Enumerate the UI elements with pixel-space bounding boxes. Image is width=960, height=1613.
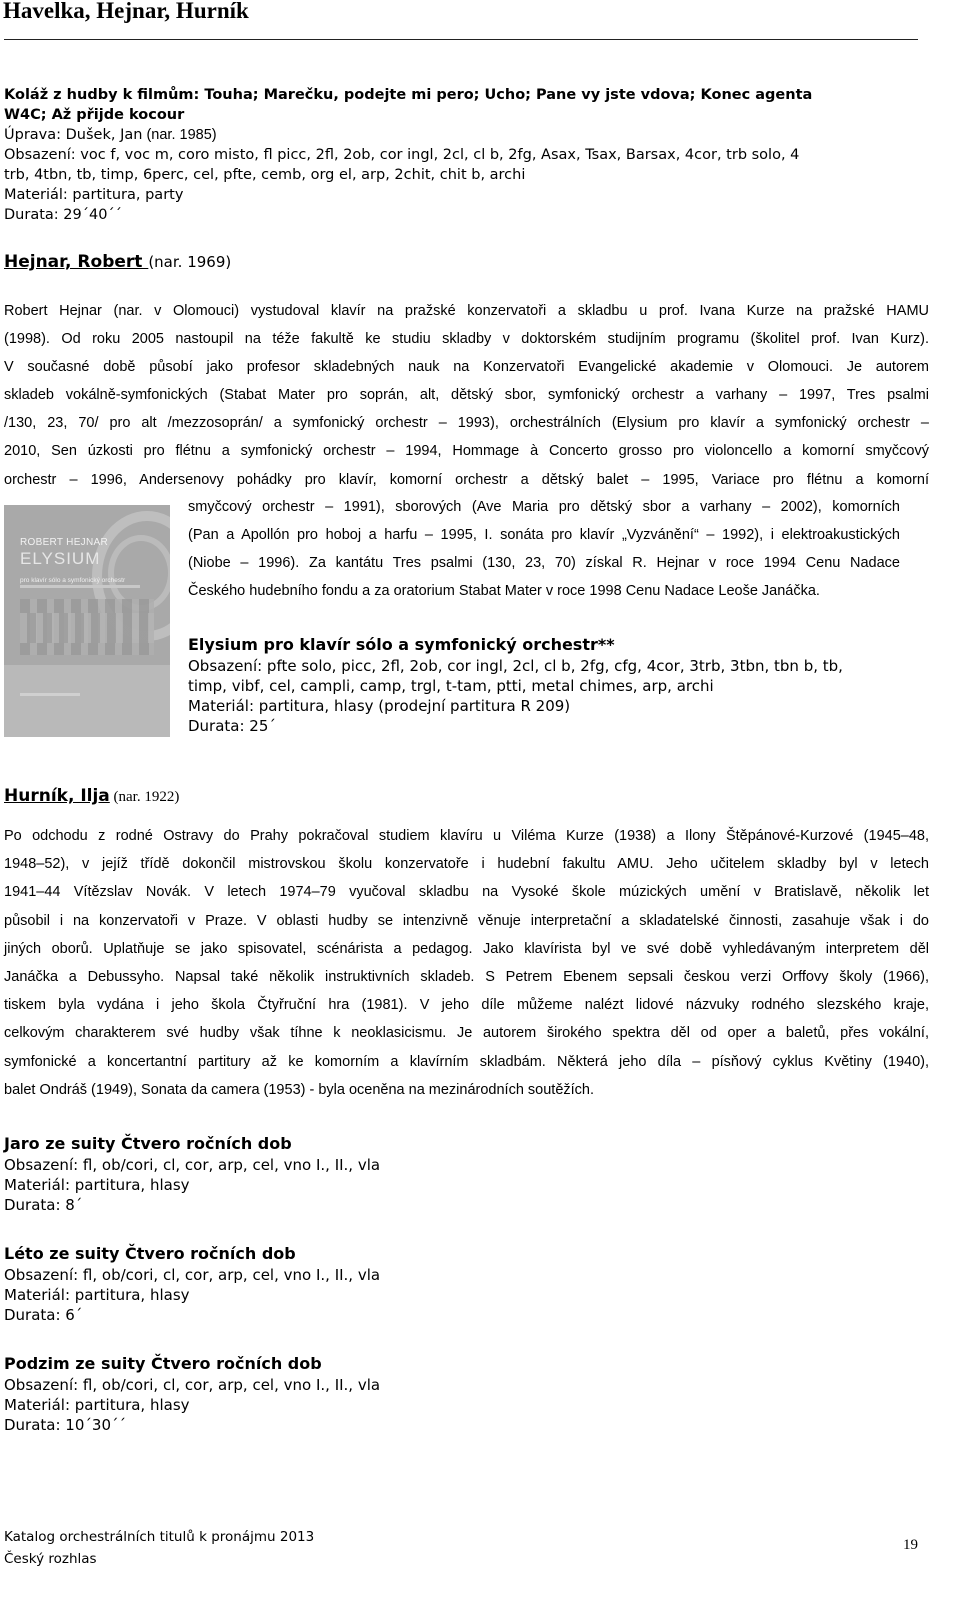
footer-catalog-title: Katalog orchestrálních titulů k pronájmu 2013 <box>4 1529 315 1545</box>
work-material: Materiál: partitura, hlasy <box>4 1286 190 1304</box>
page-number: 19 <box>903 1537 918 1553</box>
hurnik-work-entry <box>4 1243 380 1325</box>
work-scoring: Obsazení: fl, ob/cori, cl, cor, arp, cel, vno I., II., vla <box>4 1376 381 1394</box>
bio-line: (1998). Od roku 2005 nastoupil na téže fakultě ke studiu skladby v doktorském studijním programu (školitel prof. Ivan Kurz). <box>4 331 929 348</box>
composer-bio-hejnar <box>4 297 929 494</box>
work-title-line: W4C; Až přijde kocour <box>4 107 185 123</box>
composer-name: Hurník, Ilja <box>4 786 110 806</box>
bio-line: celkovým charakterem své hudby však tíhne k neoklasicismu. Je autorem širokého spektra děl od oper a baletů, přes vokální, <box>4 1025 929 1042</box>
work-scoring-line: trb, 4tbn, tb, timp, 6perc, cel, pfte, cemb, org el, arp, 2chit, chit b, archi <box>4 167 526 183</box>
bio-line: orchestr – 1996, Andersenovy pohádky pro klavír, komorní orchestr a dětský balet – 1995, Variace pro flétnu a komorní <box>4 471 929 488</box>
bio-line: Po odchodu z rodné Ostravy do Prahy pokračoval studiem klavíru u Viléma Kurze (1938) a Ilony Štěpánové-Kurzové (1945–48, <box>4 828 929 844</box>
header-divider <box>4 39 918 40</box>
work-title: Léto ze suity Čtvero ročních dob <box>4 1244 296 1263</box>
havelka-work-entry <box>4 85 812 225</box>
work-duration: Durata: 25´ <box>188 717 276 735</box>
work-scoring-line: Obsazení: pfte solo, picc, 2fl, 2ob, cor ingl, 2cl, cl b, 2fg, cfg, 4cor, 3trb, 3tbn, tbn b, tb, <box>188 657 843 675</box>
arrangement-year: (nar. 1985) <box>142 127 217 143</box>
work-duration: Durata: 10´30´´ <box>4 1416 126 1434</box>
hurnik-work-entry <box>4 1353 380 1435</box>
work-material: Materiál: partitura, party <box>4 187 184 203</box>
bio-line: 2010, Sen úzkosti pro flétnu a symfonický orchestr – 1994, Hommage à Concerto grosso pro violoncello a komorní smyčcový <box>4 443 929 460</box>
work-scoring-line: timp, vibf, cel, campli, camp, trgl, t-tam, ptti, metal chimes, arp, archi <box>188 677 714 695</box>
bio-line: tiskem byla vydána i jeho škola Čtyřruční hra (1981). V jeho díle můžeme nalézt lidové názvuky rodného slezského kraje, <box>4 997 929 1014</box>
bio-line: Českého hudebního fondu a za oratorium Stabat Mater v roce 1998 Cenu Nadace Leoše Janáčka. <box>188 583 820 600</box>
work-material: Materiál: partitura, hlasy <box>4 1396 190 1414</box>
hejnar-work-entry <box>188 634 843 736</box>
bio-line: 1941–44 Vítězslav Novák. V letech 1974–79 vyučoval skladbu na Vysoké škole múzických umění v Bratislavě, několik let <box>4 884 929 901</box>
work-scoring: Obsazení: fl, ob/cori, cl, cor, arp, cel, vno I., II., vla <box>4 1266 381 1284</box>
work-scoring: Obsazení: fl, ob/cori, cl, cor, arp, cel, vno I., II., vla <box>4 1156 381 1174</box>
bio-line: působil i na konzervatoři v Praze. V oblasti hudby se intenzivně věnuje interpretační a skladatelské činnosti, zasahuje však i do <box>4 912 929 929</box>
composer-bio-hejnar-continued <box>188 493 900 605</box>
composer-name: Hejnar, Robert <box>4 252 149 272</box>
composer-birth: (nar. 1969) <box>148 253 232 271</box>
bio-line: jiných oborů. Uplatňuje se jako spisovatel, scénárista a pedagog. Jako klavírista byl ve své době vyhledávaným interpretem děl <box>4 940 929 957</box>
work-scoring-line: Obsazení: voc f, voc m, coro misto, fl picc, 2fl, 2ob, cor ingl, 2cl, cl b, 2fg, Asax, Tsax, Barsax, 4cor, trb solo, 4 <box>4 147 800 163</box>
footer-publisher: Český rozhlas <box>4 1551 97 1567</box>
bio-line: (Niobe – 1996). Za kantátu Tres psalmi (130, 23, 70) získal R. Hejnar v roce 1994 Cenu Nadace <box>188 555 900 572</box>
page-header-title: Havelka, Hejnar, Hurník <box>3 0 249 23</box>
arrangement-label: Úprava: Dušek, Jan <box>4 127 143 143</box>
work-title-line: Koláž z hudby k filmům: Touha; Marečku, podejte mi pero; Ucho; Pane vy jste vdova; Konec agenta <box>4 87 813 103</box>
bio-line: skladeb vokálně-symfonických (Stabat Mater pro soprán, alt, dětský sbor, symfonický orchestr a varhany – 1997, Tres psalmi <box>4 387 929 404</box>
album-cover-image <box>4 505 170 737</box>
composer-heading-hurnik <box>4 786 179 806</box>
cover-subtitle: pro klavír sólo a symfonický orchestr <box>20 577 126 584</box>
composer-bio-hurnik <box>4 822 929 1104</box>
bio-line: balet Ondráš (1949), Sonata da camera (1953) - byla oceněna na mezinárodních soutěžích. <box>4 1081 595 1098</box>
bio-line: 1948–52), v jejíž třídě dokončil mistrovskou školu konzervatoře i hudební fakultu AMU. Jeho učitelem skladby byl v letech <box>4 856 929 873</box>
work-material: Materiál: partitura, hlasy <box>4 1176 190 1194</box>
work-duration: Durata: 8´ <box>4 1196 83 1214</box>
bio-line: V současné době působí jako profesor skladebných nauk na Konzervatoři Evangelické akademie v Olomouci. Je autorem <box>4 359 929 376</box>
work-arrangement <box>4 125 812 145</box>
page-footer <box>4 1526 314 1570</box>
bio-line: (Pan a Apollón pro hoboj a harfu – 1995, I. sonáta pro klavír „Vyzvánění“ – 1992), i elektroakustických <box>188 527 900 544</box>
bio-line: symfonické a koncertantní partitury až ke komorním a klavírním skladbám. Některá jeho díla – písňový cyklus Květiny (1940), <box>4 1053 929 1070</box>
bio-line: smyčcový orchestr – 1991), sborových (Ave Maria pro dětský sbor a varhany – 2002), komorních <box>188 499 900 515</box>
work-title: Jaro ze suity Čtvero ročních dob <box>4 1134 292 1153</box>
bio-line: /130, 23, 70/ pro alt /mezzosoprán/ a symfonický orchestr – 1993), orchestrálních (Elysium pro klavír a symfonický orchestr – <box>4 415 929 432</box>
cover-album-title: ELYSIUM <box>20 549 101 568</box>
composer-heading-hejnar <box>4 252 231 272</box>
bio-line: Robert Hejnar (nar. v Olomouci) vystudoval klavír na pražské konzervatoři a skladbu u prof. Ivana Kurze na pražské HAMU <box>4 303 929 319</box>
work-duration: Durata: 6´ <box>4 1306 83 1324</box>
composer-birth: (nar. 1922) <box>109 789 180 805</box>
work-title: Elysium pro klavír sólo a symfonický orchestr** <box>188 635 615 654</box>
work-material: Materiál: partitura, hlasy (prodejní partitura R 209) <box>188 697 571 715</box>
work-title: Podzim ze suity Čtvero ročních dob <box>4 1354 322 1373</box>
cover-artist: ROBERT HEJNAR <box>20 537 108 548</box>
work-duration: Durata: 29´40´´ <box>4 207 122 223</box>
bio-line: Janáčka a Debussyho. Napsal také několik instruktivních skladeb. S Petrem Ebenem sepsali českou verzi Orffovy školy (1966), <box>4 969 929 986</box>
hurnik-work-entry <box>4 1133 380 1215</box>
